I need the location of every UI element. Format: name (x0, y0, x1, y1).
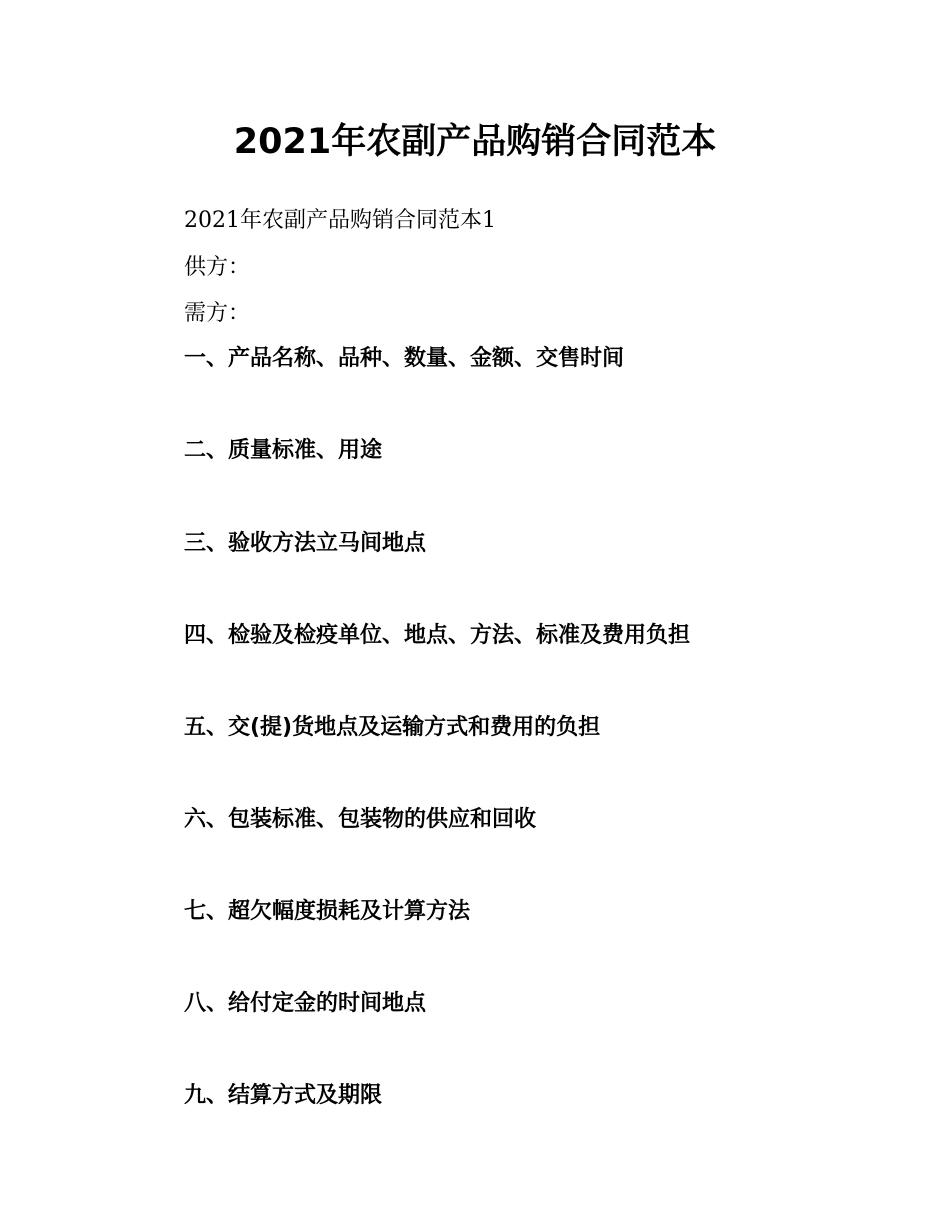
document-title: 2021年农副产品购销合同范本 (233, 122, 717, 162)
document-subtitle: 2021年农副产品购销合同范本1 (184, 208, 496, 233)
section-heading-6: 六、包装标准、包装物的供应和回收 (184, 807, 537, 832)
section-heading-2: 二、质量标准、用途 (184, 438, 383, 463)
section-heading-4: 四、检验及检疫单位、地点、方法、标准及费用负担 (184, 623, 691, 648)
section-heading-1: 一、产品名称、品种、数量、金额、交售时间 (184, 346, 625, 371)
section-heading-8: 八、给付定金的时间地点 (184, 991, 427, 1016)
section-heading-7: 七、超欠幅度损耗及计算方法 (184, 899, 471, 924)
section-heading-5: 五、交(提)货地点及运输方式和费用的负担 (184, 715, 601, 740)
buyer-label: 需方： (184, 301, 251, 326)
section-heading-9: 九、结算方式及期限 (184, 1083, 383, 1108)
supplier-label: 供方： (184, 255, 251, 280)
section-heading-3: 三、验收方法立马间地点 (184, 531, 427, 556)
